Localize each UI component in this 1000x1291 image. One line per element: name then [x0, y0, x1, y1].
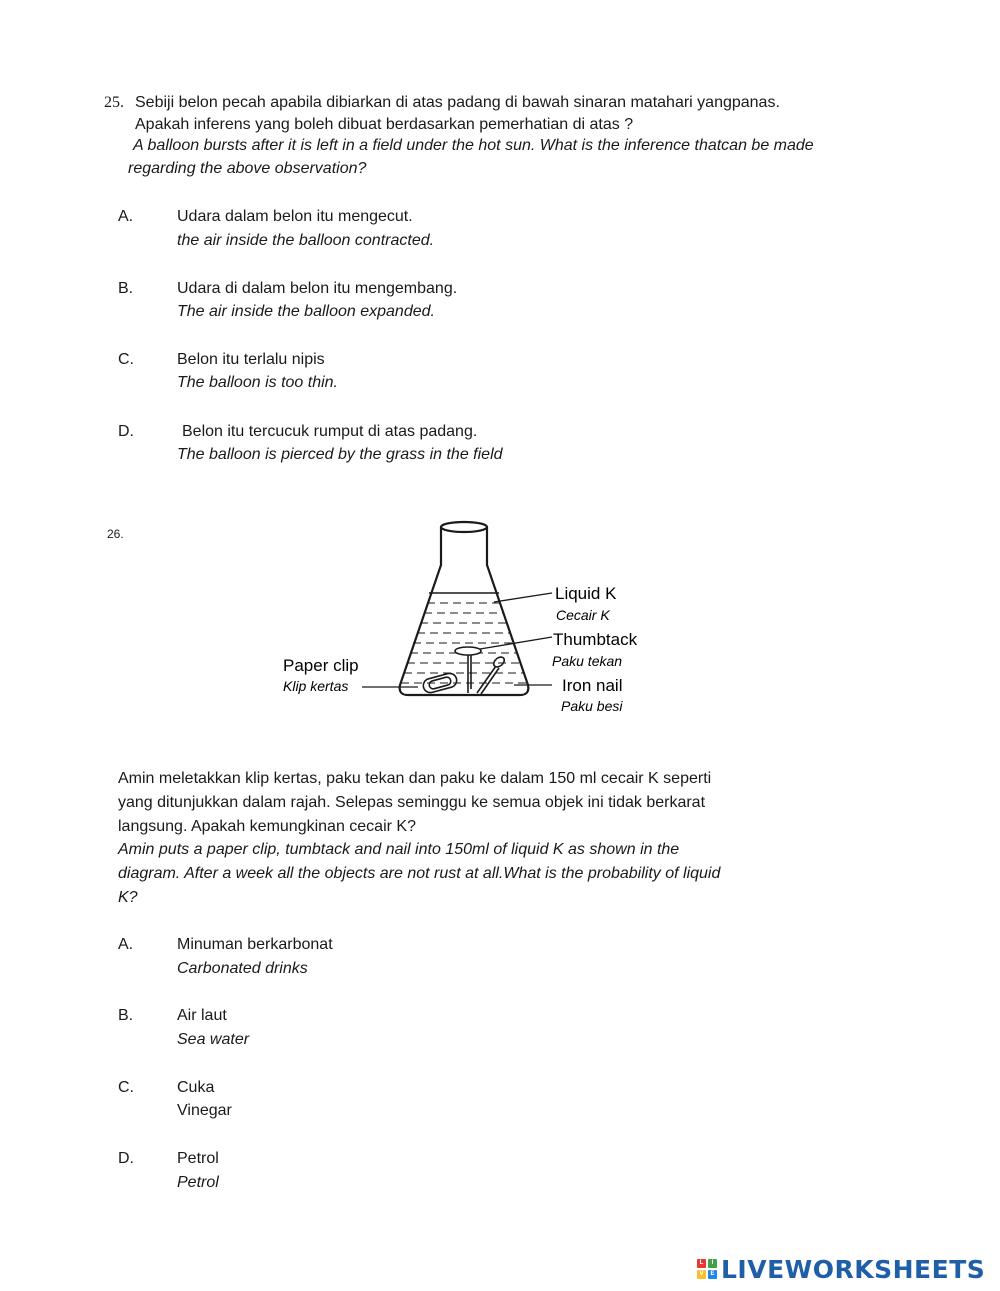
option-letter: D. — [118, 423, 134, 440]
logo-block: E — [708, 1270, 717, 1279]
logo-text: LIVEWORKSHEETS — [721, 1254, 986, 1284]
option-text-ms: Udara dalam belon itu mengecut. — [177, 208, 413, 225]
paper-clip-label: Paper clip — [283, 656, 359, 675]
question-text-ms: langsung. Apakah kemungkinan cecair K? — [118, 818, 416, 835]
option-text-en: The balloon is too thin. — [177, 374, 338, 391]
cecair-k-label: Cecair K — [556, 607, 610, 623]
question-text-en: Amin puts a paper clip, tumbtack and nail into 150ml of liquid K as shown in the — [118, 841, 680, 858]
option-text-en: The air inside the balloon expanded. — [177, 303, 435, 320]
paku-tekan-label: Paku tekan — [552, 653, 623, 669]
option-text-en: Sea water — [177, 1031, 250, 1048]
question-number: 26. — [107, 527, 124, 541]
question-number: 25. — [104, 94, 124, 111]
question-text-en: K? — [118, 889, 138, 906]
question-text-ms: Apakah inferens yang boleh dibuat berdasarkan pemerhatian di atas ? — [135, 116, 634, 133]
question-text-en: diagram. After a week all the objects are not rust at all.What is the probability of liquid — [118, 865, 721, 882]
option-text-ms: Minuman berkarbonat — [177, 936, 333, 953]
question-text-ms: Sebiji belon pecah apabila dibiarkan di atas padang di bawah sinaran matahari yangpanas. — [135, 94, 780, 111]
liquid-k-label: Liquid K — [555, 584, 617, 603]
klip-kertas-label: Klip kertas — [283, 678, 349, 694]
option-letter: C. — [118, 1079, 134, 1096]
logo-block: I — [708, 1259, 717, 1268]
logo-block: V — [697, 1270, 706, 1279]
liquid-leader-line — [494, 593, 552, 602]
option-text-en: Carbonated drinks — [177, 960, 308, 977]
option-text-ms: Air laut — [177, 1007, 227, 1024]
liquid-hatching — [401, 603, 527, 683]
option-letter: C. — [118, 351, 134, 368]
question-text-ms: yang ditunjukkan dalam rajah. Selepas seminggu ke semua objek ini tidak berkarat — [118, 794, 706, 811]
option-text-ms: Belon itu tercucuk rumput di atas padang. — [182, 423, 478, 440]
question-text-en: regarding the above observation? — [128, 160, 367, 177]
conical-flask-diagram — [270, 505, 650, 730]
option-text-ms: Petrol — [177, 1150, 219, 1167]
option-text-en: the air inside the balloon contracted. — [177, 232, 435, 249]
question-text-en: A balloon bursts after it is left in a field under the hot sun. What is the inference thatcan be made — [133, 137, 814, 154]
paku-besi-label: Paku besi — [561, 698, 623, 714]
question-text-ms: Amin meletakkan klip kertas, paku tekan dan paku ke dalam 150 ml cecair K seperti — [118, 770, 712, 787]
option-text-ms: Cuka — [177, 1079, 215, 1096]
option-text-ms: Belon itu terlalu nipis — [177, 351, 325, 368]
flask-outline — [400, 522, 529, 695]
iron-nail-object — [477, 655, 506, 694]
option-letter: D. — [118, 1150, 134, 1167]
option-text-en: Vinegar — [177, 1102, 232, 1119]
iron-nail-label: Iron nail — [562, 676, 623, 695]
option-text-en: The balloon is pierced by the grass in the field — [177, 446, 503, 463]
thumbtack-label: Thumbtack — [553, 630, 638, 649]
option-letter: B. — [118, 280, 134, 297]
option-text-ms: Udara di dalam belon itu mengembang. — [177, 280, 458, 297]
option-letter: A. — [118, 936, 134, 953]
logo-blocks-icon — [697, 1259, 717, 1279]
thumbtack-object — [455, 647, 481, 693]
option-text-en: Petrol — [177, 1174, 219, 1191]
liveworksheets-logo[interactable] — [697, 1254, 985, 1284]
logo-block: L — [697, 1259, 706, 1268]
option-letter: A. — [118, 208, 134, 225]
option-letter: B. — [118, 1007, 134, 1024]
